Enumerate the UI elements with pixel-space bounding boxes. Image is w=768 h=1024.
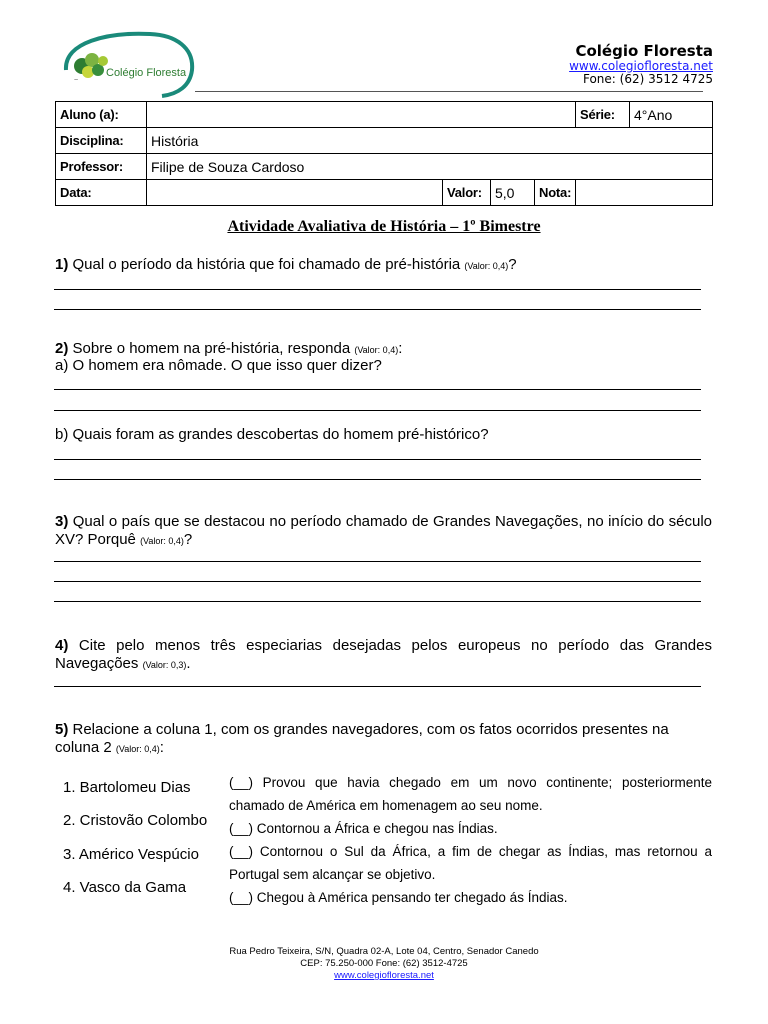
answer-line[interactable] — [54, 459, 701, 460]
nota-field[interactable] — [576, 180, 713, 206]
data-label: Data: — [56, 180, 147, 206]
question-value: (Valor: 0,4) — [464, 261, 509, 271]
question-value: (Valor: 0,4) — [140, 536, 184, 546]
footer-cep: CEP: 75.250-000 Fone: (62) 3512-4725 — [300, 958, 468, 969]
question-5 — [55, 721, 712, 758]
answer-line[interactable] — [54, 289, 701, 290]
valor-label: Valor: — [443, 180, 491, 206]
question-value: (Valor: 0,3) — [142, 660, 187, 670]
answer-line[interactable] — [54, 479, 701, 480]
header-divider — [195, 91, 703, 92]
school-phone: Fone: (62) 3512 4725 — [582, 72, 713, 86]
professor-field[interactable]: Filipe de Souza Cardoso — [147, 154, 713, 180]
column2-item[interactable]: (__) Contornou o Sul da África, a fim de chegar as Índias, mas retornou a Portugal sem alcançar se objetivo. — [229, 844, 712, 882]
valor-field: 5,0 — [491, 180, 535, 206]
answer-line[interactable] — [54, 410, 701, 411]
svg-text:~: ~ — [74, 77, 79, 84]
question-text: Relacione a coluna 1, com os grandes navegadores, com os fatos ocorridos presentes na coluna 2 — [55, 721, 669, 756]
question-text: Qual o período da história que foi chamado de pré-história — [68, 256, 465, 273]
question-end: : — [159, 739, 164, 756]
answer-line[interactable] — [54, 601, 701, 602]
answer-line[interactable] — [54, 309, 701, 310]
column2-item[interactable]: (__) Contornou a África e chegou nas Índias. — [229, 821, 498, 836]
footer — [0, 946, 768, 982]
question-1 — [55, 256, 712, 275]
question-2b: b) Quais foram as grandes descobertas do homem pré-histórico? — [55, 426, 489, 443]
professor-label: Professor: — [56, 154, 147, 180]
question-number: 5) — [55, 721, 69, 738]
answer-line[interactable] — [54, 389, 701, 390]
footer-website-link[interactable]: www.colegiofloresta.net — [334, 970, 434, 981]
question-number: 2) — [55, 340, 69, 357]
column1-item: 1. Bartolomeu Dias — [63, 779, 191, 796]
question-value: (Valor: 0,4) — [115, 744, 160, 754]
question-text: Sobre o homem na pré-história, responda — [68, 340, 355, 357]
question-2a: a) O homem era nômade. O que isso quer dizer? — [55, 357, 382, 374]
question-number: 4) — [55, 637, 69, 654]
question-text: Qual o país que se destacou no período chamado de Grandes Navegações, no início do século XV? Porquê — [55, 513, 712, 548]
column1-item: 3. Américo Vespúcio — [63, 846, 199, 863]
question-3 — [55, 513, 712, 550]
disciplina-label: Disciplina: — [56, 128, 147, 154]
column1-item: 2. Cristovão Colombo — [63, 812, 208, 829]
assessment-title: Atividade Avaliativa de História – 1º Bimestre — [227, 218, 541, 235]
question-end: . — [186, 655, 191, 672]
answer-line[interactable] — [54, 561, 701, 562]
question-4 — [55, 637, 712, 674]
data-field[interactable] — [147, 180, 443, 206]
column2-list — [229, 771, 712, 909]
serie-field[interactable]: 4°Ano — [630, 102, 713, 128]
disciplina-field[interactable]: História — [147, 128, 713, 154]
answer-line[interactable] — [54, 581, 701, 582]
column1-item: 4. Vasco da Gama — [63, 879, 187, 896]
question-end: : — [398, 340, 403, 357]
question-end: ? — [183, 531, 193, 548]
column2-item[interactable]: (__) Chegou à América pensando ter chegado ás Índias. — [229, 890, 568, 905]
answer-line[interactable] — [54, 686, 701, 687]
footer-address: Rua Pedro Teixeira, S/N, Quadra 02-A, Lote 04, Centro, Senador Canedo — [229, 946, 539, 957]
student-info-table — [55, 101, 713, 206]
school-name: Colégio Floresta — [575, 42, 713, 60]
nota-label: Nota: — [535, 180, 576, 206]
aluno-field[interactable] — [147, 102, 576, 128]
question-number: 1) — [55, 256, 69, 273]
question-value: (Valor: 0,4) — [354, 345, 399, 355]
school-website-link[interactable]: www.colegiofloresta.net — [569, 59, 713, 73]
question-end: ? — [508, 256, 517, 273]
question-number: 3) — [55, 513, 69, 530]
school-logo — [58, 30, 198, 98]
aluno-label: Aluno (a): — [56, 102, 147, 128]
column2-item[interactable]: (__) Provou que havia chegado em um novo continente; posteriormente chamado de América em homenagem ao seu nome. — [229, 775, 712, 813]
question-text: Cite pelo menos três especiarias desejadas pelos europeus no período das Grandes Navegações — [55, 637, 712, 672]
serie-label: Série: — [576, 102, 630, 128]
logo-text: Colégio Floresta — [106, 67, 187, 79]
